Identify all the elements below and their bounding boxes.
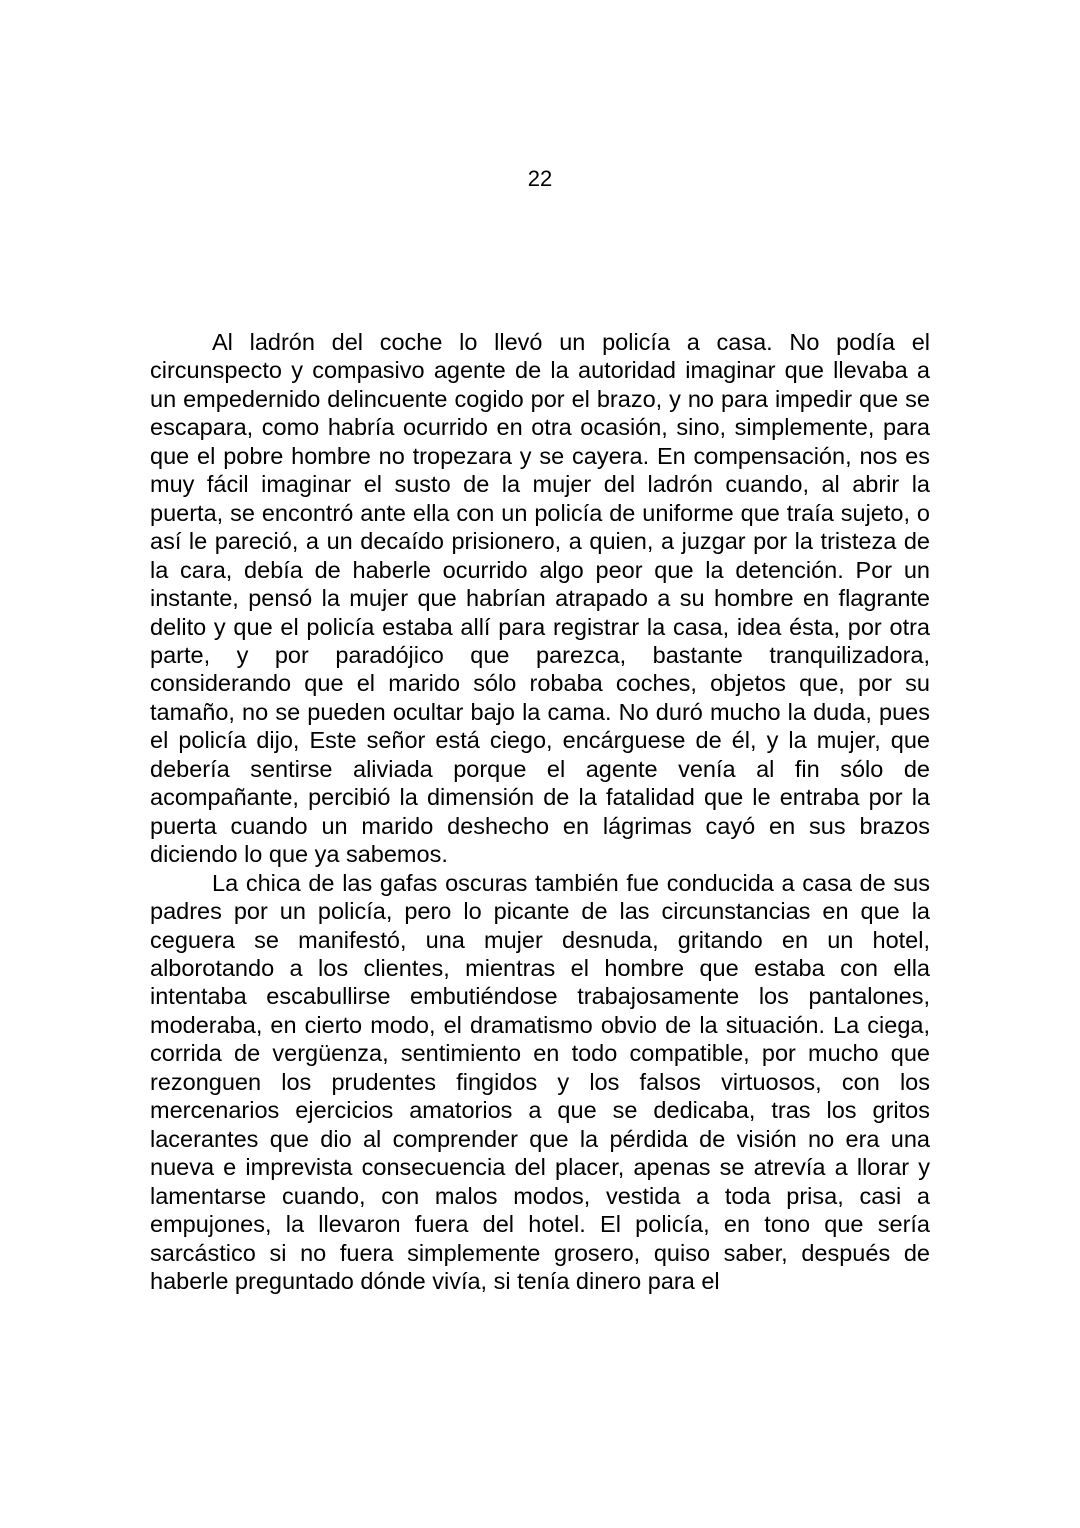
- paragraph-1: Al ladrón del coche lo llevó un policía a casa. No podía el circunspecto y compasivo agente de la autoridad imaginar que llevaba a un empedernido delincuente cogido por el brazo, y no para impedir que se escapara, como habría ocurrido en otra ocasión, sino, simplemente, para que el pobre hombre no tropezara y se cayera. En compensación, nos es muy fácil imaginar el susto de la mujer del ladrón cuando, al abrir la puerta, se encontró ante ella con un policía de uniforme que traía sujeto, o así le pareció, a un decaído prisionero, a quien, a juzgar por la tristeza de la cara, debía de haberle ocurrido algo peor que la detención. Por un instante, pensó la mujer que habrían atrapado a su hombre en flagrante delito y que el policía estaba allí para registrar la casa, idea ésta, por otra parte, y por paradójico que parezca, bastante tranquilizadora, considerando que el marido sólo robaba coches, objetos que, por su tamaño, no se pueden ocultar bajo la cama. No duró mucho la duda, pues el policía dijo, Este señor está ciego, encárguese de él, y la mujer, que debería sentirse aliviada porque el agente venía al fin sólo de acompañante, percibió la dimensión de la fatalidad que le entraba por la puerta cuando un marido deshecho en lágrimas cayó en sus brazos diciendo lo que ya sabemos.: [150, 329, 930, 868]
- body-text: [150, 328, 930, 1295]
- paragraph-2: La chica de las gafas oscuras también fue conducida a casa de sus padres por un policía, pero lo picante de las circunstancias en que la ceguera se manifestó, una mujer desnuda, gritando en un hotel, alborotando a los clientes, mientras el hombre que estaba con ella intentaba escabullirse embutiéndose trabajosamente los pantalones, moderaba, en cierto modo, el dramatismo obvio de la situación. La ciega, corrida de vergüenza, sentimiento en todo compatible, por mucho que rezonguen los prudentes fingidos y los falsos virtuosos, con los mercenarios ejercicios amatorios a que se dedicaba, tras los gritos lacerantes que dio al comprender que la pérdida de visión no era una nueva e imprevista consecuencia del placer, apenas se atrevía a llorar y lamentarse cuando, con malos modos, vestida a toda prisa, casi a empujones, la llevaron fuera del hotel. El policía, en tono que sería sarcástico si no fuera simplemente grosero, quiso saber, después de haberle preguntado dónde vivía, si tenía dinero para el: [150, 869, 930, 1294]
- page-number: 22: [527, 166, 553, 191]
